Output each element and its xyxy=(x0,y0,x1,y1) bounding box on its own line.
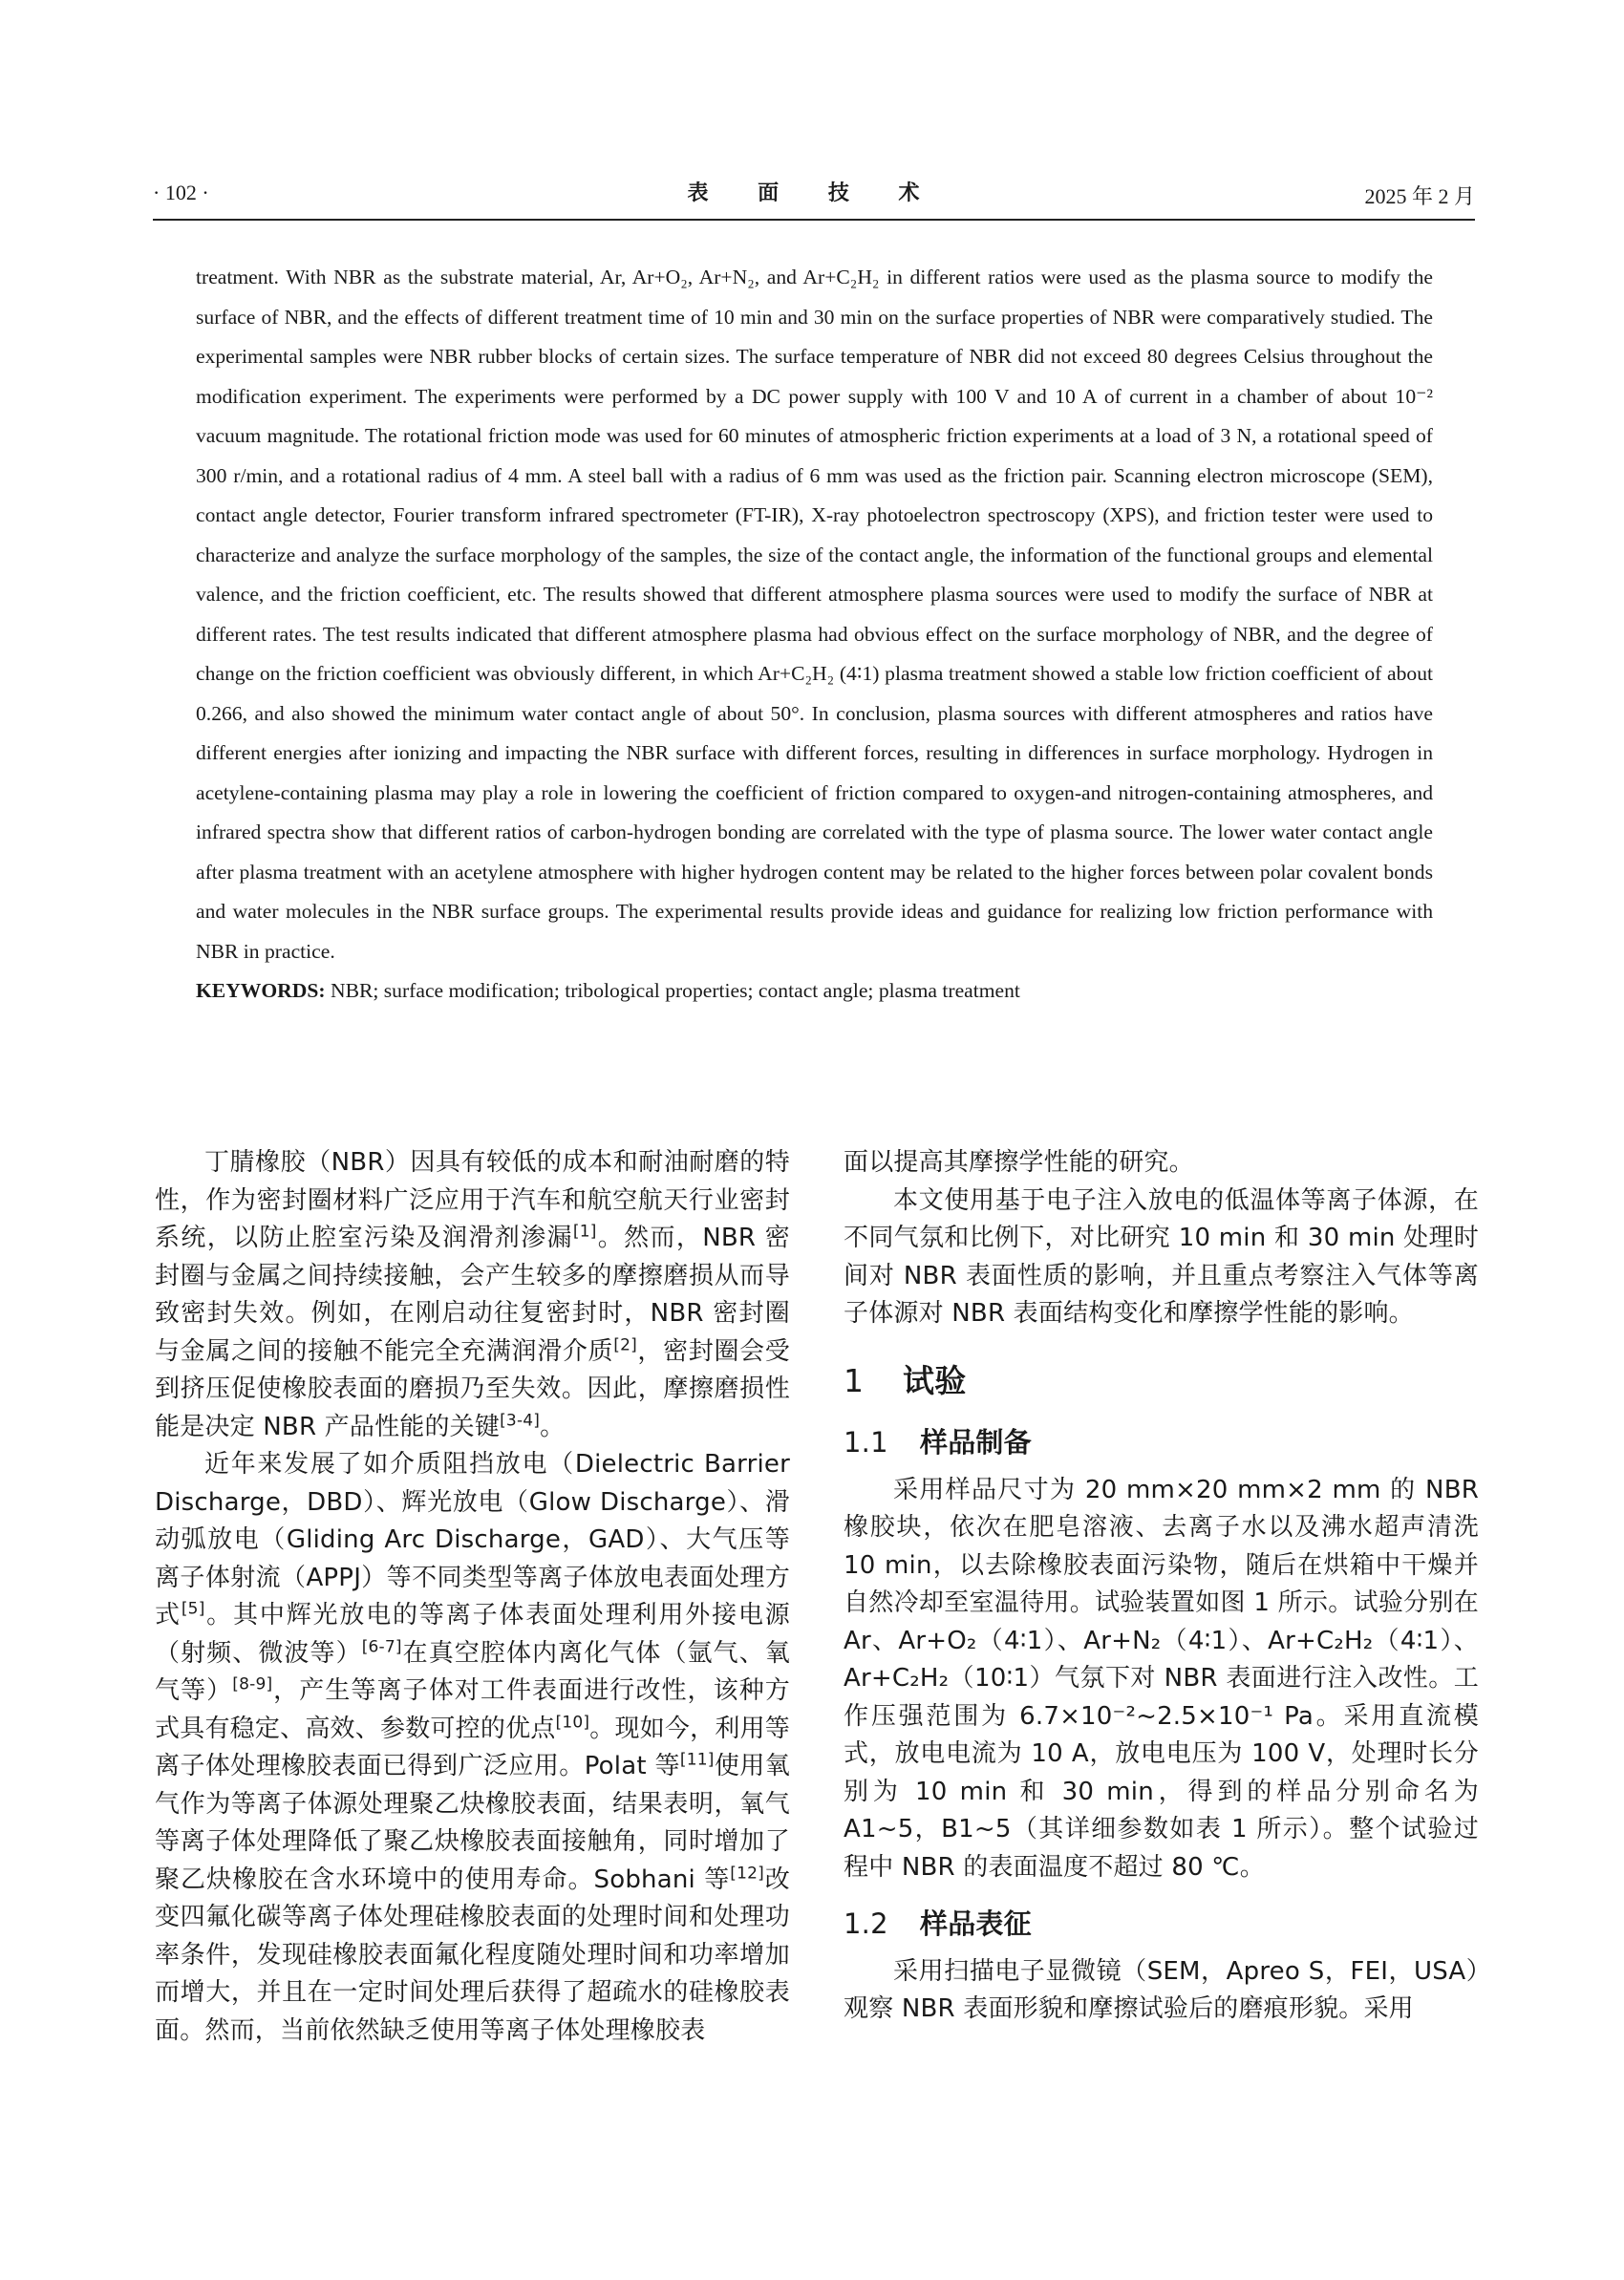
subsection-heading-1-1: 1.1 样品制备 xyxy=(844,1426,1032,1459)
characterization-paragraph: 采用扫描电子显微镜（SEM，Apreo S，FEI，USA）观察 NBR 表面形貌和摩擦试验后的磨痕形貌。采用 xyxy=(844,1956,1479,2023)
keywords-line xyxy=(196,971,1433,1012)
intro-paragraph-2-continued: 面以提高其摩擦学性能的研究。 xyxy=(844,1148,1194,1177)
keywords-text: NBR; surface modification; tribological properties; contact angle; plasma treatment xyxy=(325,979,1020,1002)
running-header xyxy=(153,177,1475,215)
sample-preparation-paragraph: 采用样品尺寸为 20 mm×20 mm×2 mm 的 NBR 橡胶块，依次在肥皂溶液、去离子水以及沸水超声清洗 10 min，以去除橡胶表面污染物，随后在烘箱中干燥并自然冷却至室温待用。试验装置如图 1 所示。试验分别在 Ar、Ar+O₂（4∶1）、Ar+N₂（4∶1）、Ar+C₂H₂（4∶1）、Ar+C₂H₂（10∶1）气氛下对 NBR 表面进行注入改性。工作压强范围为 6.7×10⁻²~2.5×10⁻¹ Pa。采用直流模式，放电电流为 10 A，放电电压为 100 V，处理时长分别为 10 min 和 30 min，得到的样品分别命名为 A1~5，B1~5（其详细参数如表 1 所示）。整个试验过程中 NBR 的表面温度不超过 80 ℃。 xyxy=(844,1475,1479,1882)
header-rule xyxy=(153,219,1475,221)
section-heading-1: 1 试验 xyxy=(844,1361,967,1399)
abstract-text: treatment. With NBR as the substrate material, Ar, Ar+O₂, Ar+N₂, and Ar+C₂H₂ in different ratios were used as the plasma source to modify the surface of NBR, and the effects of different treatment time of 10 min and 30 min on the surface properties of NBR were comparatively studied. The experimental samples were NBR rubber blocks of certain sizes. The surface temperature of NBR did not exceed 80 degrees Celsius throughout the modification experiment. The experiments were performed by a DC power supply with 100 V and 10 A of current in a chamber of about 10⁻² vacuum magnitude. The rotational friction mode was used for 60 minutes of atmospheric friction experiments at a load of 3 N, a rotational speed of 300 r/min, and a rotational radius of 4 mm. A steel ball with a radius of 6 mm was used as the friction pair. Scanning electron microscope (SEM), contact angle detector, Fourier transform infrared spectrometer (FT-IR), X-ray photoelectron spectroscopy (XPS), and friction tester were used to characterize and analyze the surface morphology of the samples, the size of the contact angle, the information of the functional groups and elemental valence, and the friction coefficient, etc. The results showed that different atmosphere plasma sources were used to modify the surface of NBR at different rates. The test results indicated that different atmosphere plasma had obvious effect on the surface morphology of NBR, and the degree of change on the friction coefficient was obviously different, in which Ar+C₂H₂ (4∶1) plasma treatment showed a stable low friction coefficient of about 0.266, and also showed the minimum water contact angle of about 50°. In conclusion, plasma sources with different atmospheres and ratios have different energies after ionizing and impacting the NBR surface with different forces, resulting in differences in surface morphology. Hydrogen in acetylene-containing plasma may play a role in lowering the coefficient of friction compared to oxygen-and nitrogen-containing atmospheres, and infrared spectra show that different ratios of carbon-hydrogen bonding are correlated with the type of plasma source. The lower water contact angle after plasma treatment with an acetylene atmosphere with higher hydrogen content may be related to the higher forces between polar covalent bonds and water molecules in the NBR surface groups. The experimental results provide ideas and guidance for realizing low friction performance with NBR in practice. xyxy=(196,266,1433,963)
subsection-heading-1-2: 1.2 样品表征 xyxy=(844,1907,1032,1940)
citation: [10] xyxy=(555,1712,590,1732)
left-column xyxy=(155,1144,790,2050)
right-column xyxy=(844,1144,1479,2029)
keywords-label: KEYWORDS: xyxy=(196,979,326,1002)
citation: [6-7] xyxy=(361,1636,402,1656)
journal-title: 表 面 技 术 xyxy=(687,181,941,205)
citation: [8-9] xyxy=(232,1674,273,1694)
citation: [3-4] xyxy=(500,1410,541,1430)
intro-paragraph-3: 本文使用基于电子注入放电的低温体等离子体源，在不同气氛和比例下，对比研究 10 min 和 30 min 处理时间对 NBR 表面性质的影响，并且重点考察注入气体等离子体源对 NBR 表面结构变化和摩擦学性能的影响。 xyxy=(844,1185,1479,1328)
citation: [12] xyxy=(730,1863,764,1883)
citation: [1] xyxy=(572,1222,597,1242)
intro-paragraph-1: 丁腈橡胶（NBR）因具有较低的成本和耐油耐磨的特性，作为密封圈材料广泛应用于汽车和航空航天行业密封系统，以防止腔室污染及润滑剂渗漏[1]。然而，NBR 密封圈与金属之间持续接触，会产生较多的摩擦磨损从而导致密封失效。例如，在刚启动往复密封时，NBR 密封圈与金属之间的接触不能完全充满润滑介质[2]，密封圈会受到挤压促使橡胶表面的磨损乃至失效。因此，摩擦磨损性能是决定 NBR 产品性能的关键[3-4]。 xyxy=(155,1148,791,1441)
issue-date: 2025 年 2 月 xyxy=(1364,184,1475,208)
citation: [5] xyxy=(181,1599,205,1619)
citation: [11] xyxy=(679,1750,715,1770)
page-number: · 102 · xyxy=(153,181,209,204)
citation: [2] xyxy=(613,1334,637,1354)
english-abstract xyxy=(196,258,1433,1012)
intro-paragraph-2: 近年来发展了如介质阻挡放电（Dielectric Barrier Discharge，DBD）、辉光放电（Glow Discharge）、滑动弧放电（Gliding Arc Discharge，GAD）、大气压等离子体射流（APPJ）等不同类型等离子体放电表面处理方式[5]。其中辉光放电的等离子体表面处理利用外接电源（射频、微波等）[6-7]在真空腔体内离化气体（氩气、氧气等）[8-9]，产生等离子体对工件表面进行改性，该种方式具有稳定、高效、参数可控的优点[10]。现如今，利用等离子体处理橡胶表面已得到广泛应用。Polat 等[11]使用氧气作为等离子体源处理聚乙炔橡胶表面，结果表明，氧气等离子体处理降低了聚乙炔橡胶表面接触角，同时增加了聚乙炔橡胶在含水环境中的使用寿命。Sobhani 等[12]改变四氟化碳等离子体处理硅橡胶表面的处理时间和处理功率条件，发现硅橡胶表面氟化程度随处理时间和功率增加而增大，并且在一定时间处理后获得了超疏水的硅橡胶表面。然而，当前依然缺乏使用等离子体处理橡胶表 xyxy=(155,1450,790,2045)
